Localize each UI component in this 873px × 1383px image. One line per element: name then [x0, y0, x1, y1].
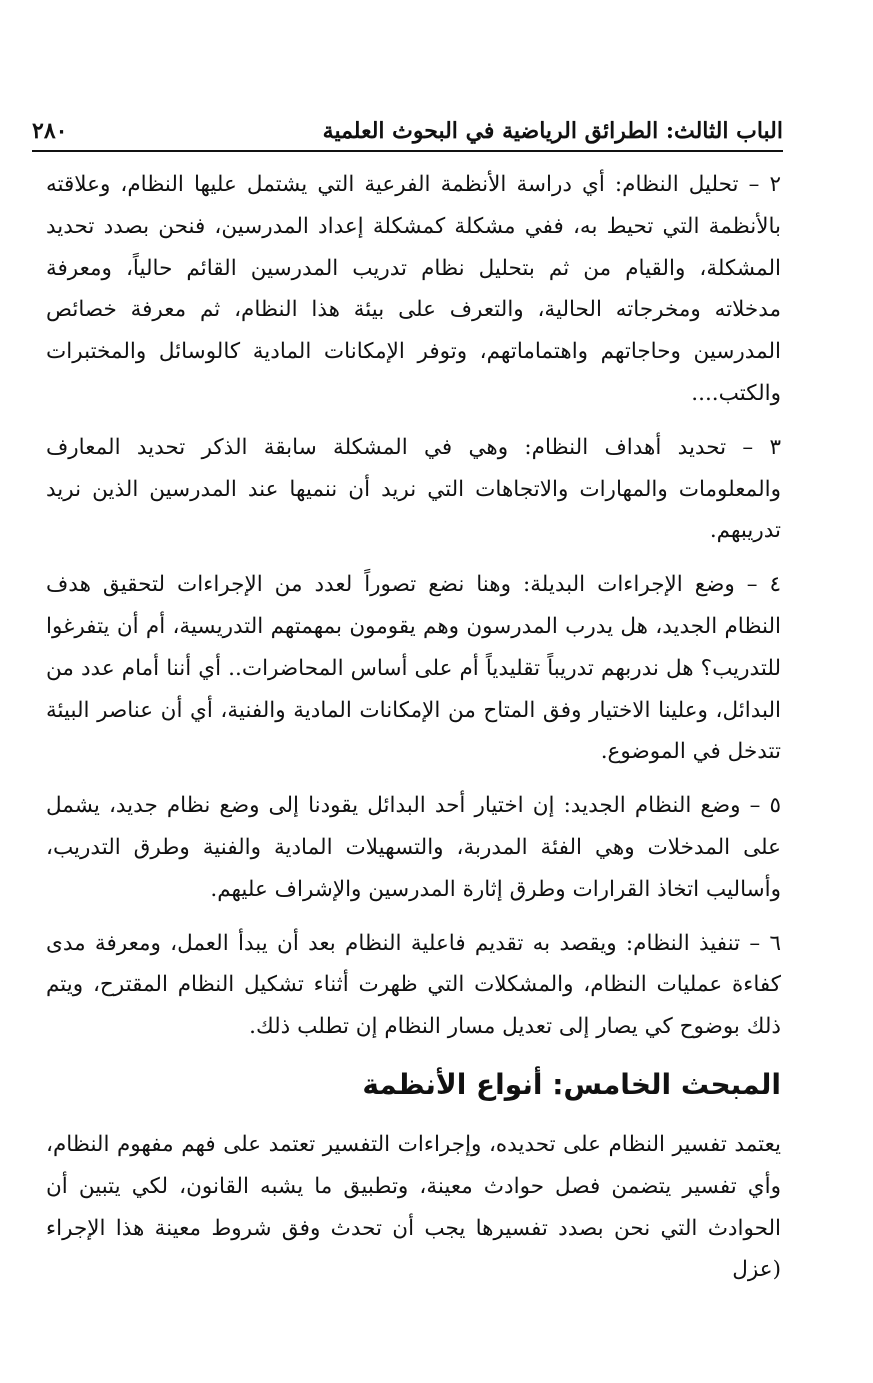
- paragraph-system-interpretation: يعتمد تفسير النظام على تحديده، وإجراءات التفسير تعتمد على فهم مفهوم النظام، وأي تفسير يتضمن فصل حوادث معينة، وتطبيق ما يشبه القانون، لكي يتبين أن الحوادث التي نحن بصدد تفسيرها يجب أن تحدث وفق شروط معينة هذا الإجراء (عزل: [46, 1131, 781, 1283]
- chapter-title: الباب الثالث: الطرائق الرياضية في البحوث العلمية: [322, 118, 783, 144]
- paragraph-system-implementation: ٦ – تنفيذ النظام: ويقصد به تقديم فاعلية النظام بعد أن يبدأ العمل، ومعرفة مدى كفاءة عمليات النظام، والمشكلات التي ظهرت أثناء تشكيل النظام المقترح، ويتم ذلك بوضوح كي يصار إلى تعديل مسار النظام إن تطلب ذلك.: [46, 930, 781, 1040]
- page-number: ٢٨٠: [32, 118, 68, 144]
- page-header: [32, 112, 783, 152]
- body-text: [46, 164, 781, 1303]
- header-divider: [32, 150, 783, 152]
- section-heading: المبحث الخامس: أنواع الأنظمة: [362, 1067, 781, 1101]
- paragraph-alternative-procedures: ٤ – وضع الإجراءات البديلة: وهنا نضع تصوراً لعدد من الإجراءات لتحقيق هدف النظام الجديد، هل يدرب المدرسون وهم يقومون بمهمتهم التدريسية، أم أن يتفرغوا للتدريب؟ هل ندربهم تدريباً تقليدياً أم على أساس المحاضرات.. أي أننا أمام عدد من البدائل، وعلينا الاختيار وفق المتاح من الإمكانات المادية والفنية، أي أن عناصر البيئة تتدخل في الموضوع.: [46, 572, 781, 765]
- paragraph-system-analysis: ٢ – تحليل النظام: أي دراسة الأنظمة الفرعية التي يشتمل عليها النظام، وعلاقته بالأنظمة التي تحيط به، ففي مشكلة كمشكلة إعداد المدرسين، فنحن بصدد تحديد المشكلة، والقيام من ثم بتحليل نظام تدريب المدرسين القائم حالياً، ومعرفة مدخلاته ومخرجاته الحالية، والتعرف على بيئة هذا النظام، ثم معرفة خصائص المدرسين وحاجاتهم واهتماماتهم، وتوفر الإمكانات المادية كالوسائل والمختبرات والكتب....: [46, 172, 781, 406]
- paragraph-system-objectives: ٣ – تحديد أهداف النظام: وهي في المشكلة سابقة الذكر تحديد المعارف والمعلومات والمهارات والاتجاهات التي نريد أن ننميها عند المدرسين الذين نريد تدريبهم.: [46, 434, 781, 544]
- paragraph-new-system: ٥ – وضع النظام الجديد: إن اختيار أحد البدائل يقودنا إلى وضع نظام جديد، يشمل على المدخلات وهي الفئة المدربة، والتسهيلات المادية والفنية وطرق التدريب، وأساليب اتخاذ القرارات وطرق إثارة المدرسين والإشراف عليهم.: [46, 793, 781, 902]
